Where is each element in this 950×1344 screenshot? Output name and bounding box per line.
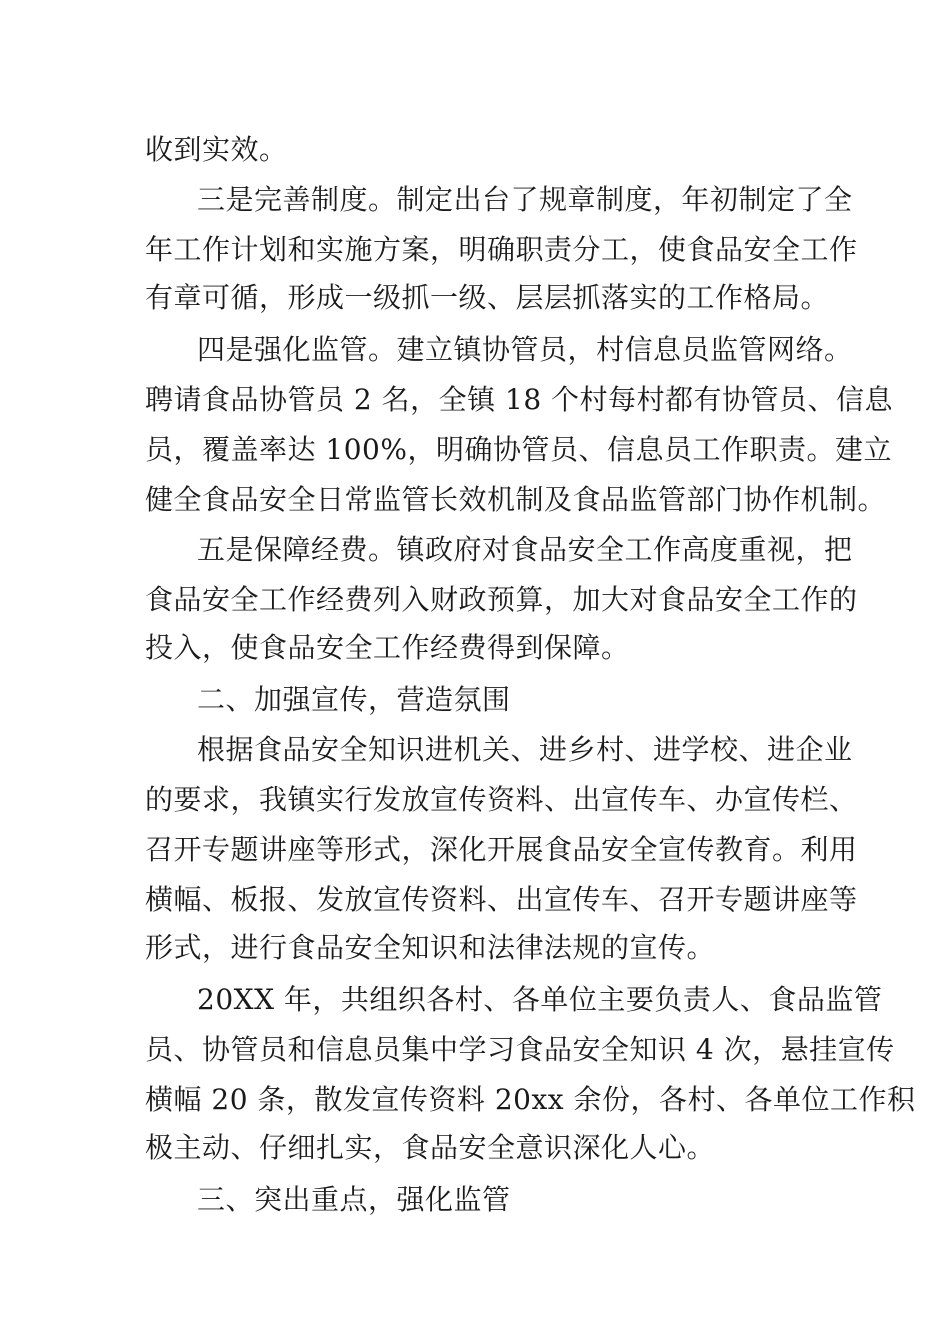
text-line: 食品安全工作经费列入财政预算，加大对食品安全工作的 [145,583,858,616]
section-heading: 二、加强宣传，营造氛围 [197,683,511,716]
text-line: 员、协管员和信息员集中学习食品安全知识 4 次，悬挂宣传 [145,1033,895,1066]
text-line: 健全食品安全日常监管长效机制及食品监管部门协作机制。 [145,483,887,516]
paragraph-first-line: 五是保障经费。镇政府对食品安全工作高度重视，把 [197,533,853,566]
text-line: 的要求，我镇实行发放宣传资料、出宣传车、办宣传栏、 [145,783,858,816]
text-line: 年工作计划和实施方案，明确职责分工，使食品安全工作 [145,233,858,266]
paragraph-first-line: 四是强化监管。建立镇协管员，村信息员监管网络。 [197,333,853,366]
text-line: 横幅、板报、发放宣传资料、出宣传车、召开专题讲座等 [145,883,858,916]
text-line: 有章可循，形成一级抓一级、层层抓落实的工作格局。 [145,281,830,314]
text-line: 形式，进行食品安全知识和法律法规的宣传。 [145,931,716,964]
text-line: 收到实效。 [145,133,288,166]
text-line: 投入，使食品安全工作经费得到保障。 [145,631,630,664]
text-line: 召开专题讲座等形式，深化开展食品安全宣传教育。利用 [145,833,858,866]
paragraph-first-line: 20XX 年，共组织各村、各单位主要负责人、食品监管 [197,983,883,1016]
paragraph-first-line: 根据食品安全知识进机关、进乡村、进学校、进企业 [197,733,853,766]
text-line: 横幅 20 条，散发宣传资料 20xx 余份，各村、各单位工作积 [145,1083,916,1116]
text-line: 极主动、仔细扎实，食品安全意识深化人心。 [145,1131,716,1164]
text-line: 员，覆盖率达 100%，明确协管员、信息员工作职责。建立 [145,433,892,466]
paragraph-first-line: 三是完善制度。制定出台了规章制度，年初制定了全 [197,183,853,216]
text-line: 聘请食品协管员 2 名，全镇 18 个村每村都有协管员、信息 [145,383,894,416]
section-heading: 三、突出重点，强化监管 [197,1183,511,1216]
